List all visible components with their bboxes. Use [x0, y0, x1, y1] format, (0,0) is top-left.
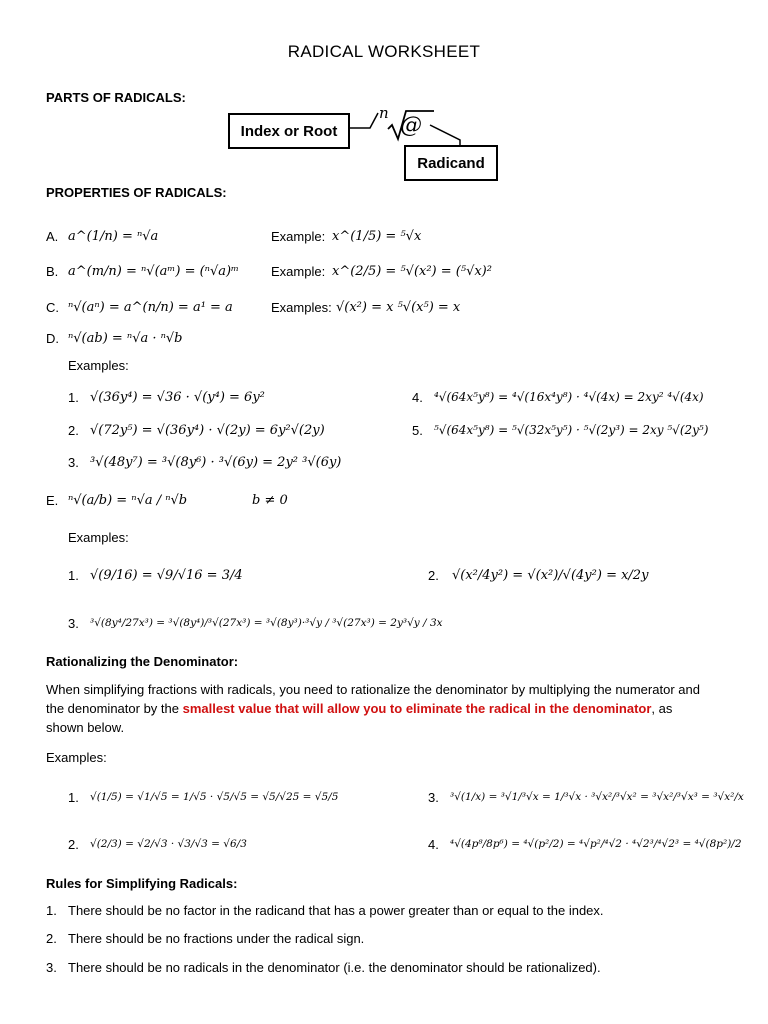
property-letter: A.	[46, 229, 59, 244]
property-rule: ⁿ√(a/b) = ⁿ√a / ⁿ√b	[68, 493, 188, 508]
property-rule: ⁿ√(ab) = ⁿ√a · ⁿ√b	[68, 331, 183, 346]
example-label: Example:	[271, 229, 326, 244]
example-expression: ⁴√(64x⁵y⁸) = ⁴√(16x⁴y⁸) · ⁴√(4x) = 2xy² ⁴√(4x)	[434, 390, 704, 404]
example-label: Example:	[271, 264, 326, 279]
example-number: 3.	[428, 790, 439, 805]
rule-number: 3.	[46, 960, 57, 975]
property-rule: a^(m/n) = ⁿ√(aᵐ) = (ⁿ√a)ᵐ	[68, 264, 240, 279]
rationalizing-paragraph	[46, 680, 706, 737]
example-number: 5.	[412, 423, 423, 438]
rationalizing-heading: Rationalizing the Denominator:	[46, 654, 239, 669]
rules-heading: Rules for Simplifying Radicals:	[46, 876, 238, 891]
examples-label: Examples:	[46, 750, 107, 765]
parts-heading: PARTS OF RADICALS:	[46, 90, 186, 105]
property-rule: ⁿ√(aⁿ) = a^(n/n) = a¹ = a	[68, 300, 233, 315]
index-or-root-box	[228, 113, 350, 149]
example-expression: √(36y⁴) = √36 · √(y⁴) = 6y²	[90, 390, 265, 405]
rule-text: There should be no radicals in the denominator (i.e. the denominator should be rationalized).	[68, 960, 601, 975]
rule-text: There should be no fractions under the radical sign.	[68, 931, 365, 946]
example-number: 1.	[68, 568, 79, 583]
property-example: x^(2/5) = ⁵√(x²) = (⁵√x)²	[332, 264, 492, 279]
paragraph-text-end: , as shown below.	[46, 701, 673, 735]
example-expression: ⁴√(4p⁸/8p⁶) = ⁴√(p²/2) = ⁴√p²/⁴√2 · ⁴√2³/⁴√2³ = ⁴√(8p²)/2	[450, 838, 742, 850]
example-number: 4.	[428, 837, 439, 852]
properties-heading: PROPERTIES OF RADICALS:	[46, 185, 227, 200]
rule-number: 1.	[46, 903, 57, 918]
page-title: RADICAL WORKSHEET	[287, 42, 481, 61]
property-condition: b ≠ 0	[252, 493, 288, 508]
example-number: 1.	[68, 390, 79, 405]
radicand-label: Radicand	[417, 154, 485, 172]
example-number: 3.	[68, 455, 79, 470]
example-expression: ³√(8y⁴/27x³) = ³√(8y⁴)/³√(27x³) = ³√(8y³)·³√y / ³√(27x³) = 2y³√y / 3x	[90, 617, 443, 629]
example-number: 2.	[68, 423, 79, 438]
paragraph-highlight: smallest value that will allow you to eliminate the radical in the denominator	[182, 701, 652, 716]
property-letter: B.	[46, 264, 59, 279]
example-expression: √(2/3) = √2/√3 · √3/√3 = √6/3	[90, 838, 247, 850]
property-example: √(x²) = x ⁵√(x⁵) = x	[336, 300, 461, 315]
example-number: 4.	[412, 390, 423, 405]
index-symbol: n	[379, 104, 389, 122]
property-letter: E.	[46, 493, 59, 508]
property-letter: D.	[46, 331, 59, 346]
example-expression: √(72y⁵) = √(36y⁴) · √(2y) = 6y²√(2y)	[90, 423, 325, 438]
example-expression: √(9/16) = √9/√16 = 3/4	[90, 568, 243, 583]
example-label: Examples:	[271, 300, 332, 315]
example-number: 1.	[68, 790, 79, 805]
example-number: 3.	[68, 616, 79, 631]
radicand-symbol: @	[400, 113, 422, 138]
example-number: 2.	[428, 568, 439, 583]
paragraph-text: When simplifying fractions with radicals, you need to rationalize the denominator by multiplying the numerator and the denominator by the	[46, 682, 700, 716]
radicand-box	[404, 145, 498, 181]
property-example: x^(1/5) = ⁵√x	[332, 229, 422, 244]
example-number: 2.	[68, 837, 79, 852]
example-expression: √(1/5) = √1/√5 = 1/√5 · √5/√5 = √5/√25 = √5/5	[90, 791, 339, 803]
example-expression: ³√(48y⁷) = ³√(8y⁶) · ³√(6y) = 2y² ³√(6y)	[90, 455, 342, 470]
rule-text: There should be no factor in the radicand that has a power greater than or equal to the index.	[68, 903, 604, 918]
property-letter: C.	[46, 300, 59, 315]
example-expression: ⁵√(64x⁵y⁸) = ⁵√(32x⁵y⁵) · ⁵√(2y³) = 2xy ⁵√(2y⁵)	[434, 423, 709, 437]
examples-label: Examples:	[68, 358, 129, 373]
index-or-root-label: Index or Root	[240, 122, 338, 140]
example-expression: ³√(1/x) = ³√1/³√x = 1/³√x · ³√x²/³√x² = ³√x²/³√x³ = ³√x²/x	[450, 791, 744, 803]
examples-label: Examples:	[68, 530, 129, 545]
example-expression: √(x²/4y²) = √(x²)/√(4y²) = x/2y	[452, 568, 649, 583]
property-rule: a^(1/n) = ⁿ√a	[68, 229, 159, 244]
rule-number: 2.	[46, 931, 57, 946]
